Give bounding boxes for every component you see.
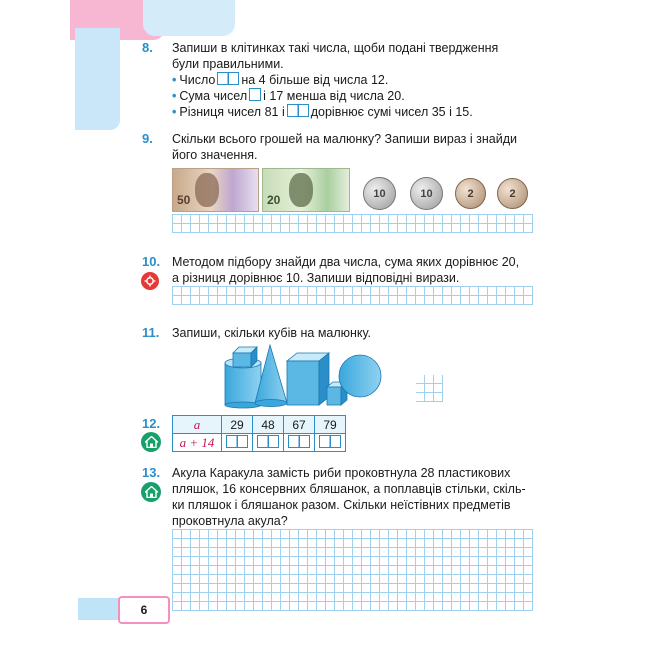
bullet-2-pre: Сума чисел (179, 89, 248, 103)
sphere-shape (339, 355, 381, 397)
creative-task-icon (141, 272, 159, 290)
task-13-line-1: Акула Каракула замість риби проковтнула 28 пластикових (172, 466, 511, 480)
coin-10 (363, 177, 396, 210)
table-value-cell: 67 (284, 416, 315, 434)
bullet-1-post: на 4 більше від числа 12. (241, 73, 389, 87)
banknote-portrait (195, 173, 219, 207)
answer-box-double[interactable] (226, 435, 248, 448)
answer-box-double[interactable] (287, 104, 309, 117)
coin-10 (410, 177, 443, 210)
answer-grid-task-11[interactable] (416, 375, 443, 402)
task-9-line-1: Скільки всього грошей на малюнку? Запиши вираз і знайди (172, 132, 517, 146)
cube-small-shape (233, 347, 257, 367)
task-13-line-4: проковтнула акула? (172, 514, 288, 528)
bullet-2-post: і 17 менша від числа 20. (263, 89, 405, 103)
table-answer-cell[interactable] (253, 434, 284, 452)
bullet-3-post: дорівнює сумі чисел 35 і 15. (310, 105, 473, 119)
coin-value: 2 (467, 187, 474, 200)
task-13-line-3: ки пляшок і бляшанок разом. Скільки неїстівних предметів (172, 498, 511, 512)
homework-icon (141, 432, 161, 452)
task-11-number: 11. (142, 325, 160, 340)
task-13-text (172, 465, 542, 529)
banknote-50-value: 50 (177, 193, 191, 207)
task-12-number: 12. (142, 416, 161, 431)
task-12-table (172, 415, 346, 452)
banknote-50 (172, 168, 259, 212)
banknote-20 (262, 168, 350, 212)
answer-box-single[interactable] (249, 88, 261, 101)
task-10-number: 10. (142, 254, 161, 269)
answer-box-double[interactable] (288, 435, 310, 448)
task-9-number: 9. (142, 131, 153, 146)
homework-icon (141, 482, 161, 502)
task-8-line-1: Запиши в клітинках такі числа, щоби подані твердження (172, 41, 499, 55)
task-8-number: 8. (142, 40, 153, 55)
page-number: 6 (140, 603, 148, 617)
shapes-illustration (215, 343, 385, 409)
page-number-tab (118, 596, 170, 624)
coin-value: 10 (373, 187, 386, 200)
coin-2 (455, 178, 486, 209)
table-answer-cell[interactable] (284, 434, 315, 452)
banknote-20-value: 20 (267, 193, 281, 207)
task-9-line-2: його значення. (172, 148, 258, 162)
corner-tab-blue (143, 0, 235, 36)
answer-grid-task-10[interactable] (172, 286, 533, 305)
table-value-cell: 79 (315, 416, 346, 434)
task-9-text (172, 131, 542, 163)
table-answer-cell[interactable] (315, 434, 346, 452)
task-8-line-2: були правильними. (172, 57, 284, 71)
answer-grid-task-9[interactable] (172, 214, 533, 233)
banknote-portrait (289, 173, 313, 207)
table-row-label-a: a (173, 416, 222, 434)
coin-value: 10 (420, 187, 433, 200)
table-answer-cell[interactable] (222, 434, 253, 452)
task-10-line-2: а різниця дорівнює 10. Запиши відповідні вирази. (172, 271, 460, 285)
task-8-text (172, 40, 542, 120)
coin-2 (497, 178, 528, 209)
coin-value: 2 (509, 187, 516, 200)
table-value-cell: 48 (253, 416, 284, 434)
task-10-line-1: Методом підбору знайди два числа, сума яких дорівнює 20, (172, 255, 520, 269)
answer-box-double[interactable] (217, 72, 239, 85)
task-13-number: 13. (142, 465, 161, 480)
task-8-bullet-3: • Різниця чисел 81 і дорівнює сумі чисел 35 і 15. (172, 105, 473, 119)
task-8-bullet-2: • Сума чисел і 17 менша від числа 20. (172, 89, 405, 103)
table-value-cell: 29 (222, 416, 253, 434)
task-8-bullet-1: • Число на 4 більше від числа 12. (172, 73, 389, 87)
task-11-text: Запиши, скільки кубів на малюнку. (172, 326, 372, 340)
bullet-3-pre: Різниця чисел 81 і (179, 105, 285, 119)
task-13-line-2: пляшок, 16 консервних бляшанок, а поплавців стільки, скіль- (172, 482, 526, 496)
cube-large-shape (287, 353, 329, 405)
side-tab-blue (75, 28, 120, 130)
answer-box-double[interactable] (319, 435, 341, 448)
task-10-text (172, 254, 542, 286)
table-row-label-a-plus-14: a + 14 (173, 434, 222, 452)
answer-grid-task-13[interactable] (172, 529, 533, 611)
answer-box-double[interactable] (257, 435, 279, 448)
bullet-1-pre: Число (179, 73, 216, 87)
